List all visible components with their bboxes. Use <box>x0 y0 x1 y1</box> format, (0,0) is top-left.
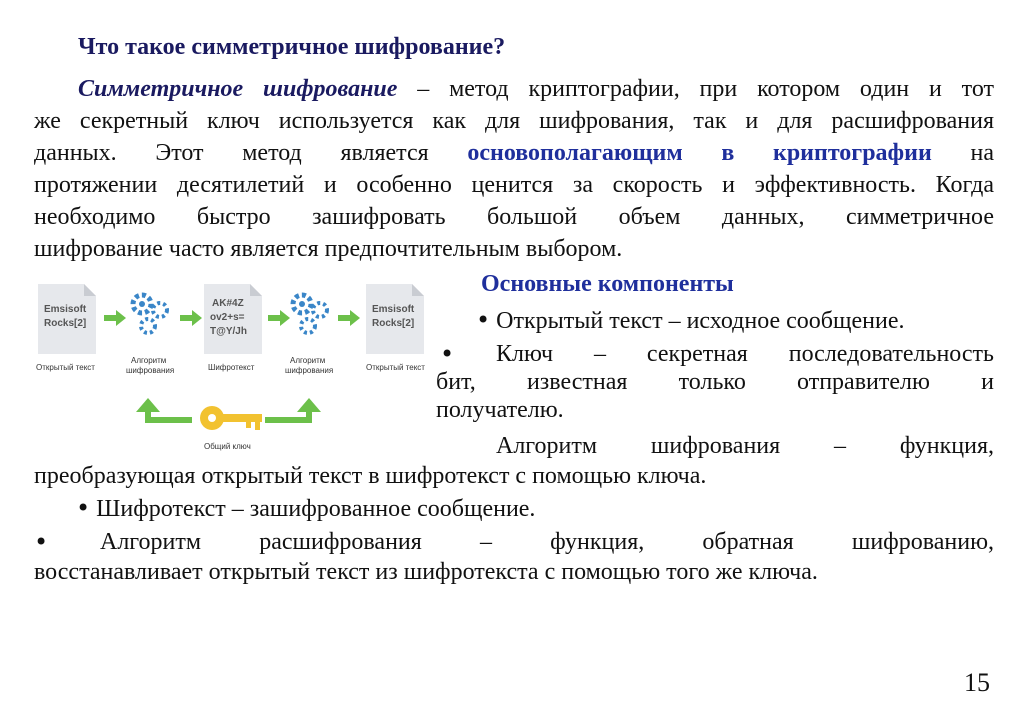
ciphertext-document-icon <box>204 284 262 354</box>
item4-text: Шифротекст – зашифрованное сообщение. <box>96 496 536 522</box>
bullet-icon: • <box>76 494 91 522</box>
item2-line-3: получателю. <box>436 397 564 423</box>
intro-line-5: необходимо быстро зашифровать большой объем данных, симметричное <box>34 204 994 230</box>
components-title: Основные компоненты <box>481 271 734 297</box>
item2-line-2: бит, известная только отправителю и <box>436 369 994 395</box>
label-key: Общий ключ <box>204 442 251 451</box>
cipher-text-1: AK#4Z <box>212 298 244 309</box>
label-alg1-2: шифрования <box>126 366 175 375</box>
bullet-icon: • <box>476 306 491 334</box>
gears-icon <box>293 295 327 333</box>
label-alg1-1: Алгоритм <box>131 356 167 365</box>
bullet-icon: • <box>440 340 455 368</box>
encryption-diagram <box>32 278 428 456</box>
doc2-text-1: Emsisoft <box>372 304 415 315</box>
doc1-text-1: Emsisoft <box>44 304 87 315</box>
page-number: 15 <box>964 668 990 697</box>
item3-line-1: Алгоритм шифрования – функция, <box>496 433 994 459</box>
intro-line-3-post: на <box>970 140 995 166</box>
doc2-text-2: Rocks[2] <box>372 318 415 329</box>
list-item <box>34 526 48 559</box>
arrow-right-icon <box>180 310 202 326</box>
doc1-text-2: Rocks[2] <box>44 318 87 329</box>
intro-line-4: протяжении десятилетий и особенно ценится за скорость и эффективность. Когда <box>34 172 994 198</box>
label-plaintext: Открытый текст <box>36 363 95 372</box>
intro-line-6: шифрование часто является предпочтительным выбором. <box>34 236 623 262</box>
arrow-right-icon <box>268 310 290 326</box>
label-plaintext-2: Открытый текст <box>366 363 425 372</box>
bullet-icon: • <box>34 528 49 556</box>
label-ciphertext: Шифротекст <box>208 363 255 372</box>
intro-line-3-pre: данных. Этот метод является <box>34 140 429 166</box>
label-alg2-1: Алгоритм <box>290 356 326 365</box>
page-title: Что такое симметричное шифрование? <box>78 34 506 60</box>
item5-line-2: восстанавливает открытый текст из шифротекста с помощью того же ключа. <box>34 559 818 585</box>
plaintext-document-icon <box>38 284 96 354</box>
arrow-up-left-icon <box>136 398 192 423</box>
intro-highlight: основополагающим в криптографии <box>467 140 932 166</box>
list-item <box>476 304 904 337</box>
intro-line-1-text: – метод криптографии, при котором один и тот <box>417 76 994 102</box>
cipher-text-3: T@Y/Jh <box>210 326 247 337</box>
item1-text: Открытый текст – исходное сообщение. <box>496 308 905 334</box>
item5-line-1: Алгоритм расшифрования – функция, обратная шифрованию, <box>100 529 994 555</box>
plaintext-document-icon <box>366 284 424 354</box>
item3-line-2: преобразующая открытый текст в шифротекст с помощью ключа. <box>34 463 707 489</box>
intro-line-2: же секретный ключ используется как для шифрования, так и для расшифрования <box>34 108 994 134</box>
list-item <box>76 492 535 525</box>
label-alg2-2: шифрования <box>285 366 334 375</box>
intro-line-1 <box>78 73 994 105</box>
arrow-right-icon <box>104 310 126 326</box>
cipher-text-2: ov2+s= <box>210 312 245 323</box>
key-icon <box>200 406 262 430</box>
item2-line-1: Ключ – секретная последовательность <box>496 341 994 367</box>
intro-line-3 <box>34 137 994 169</box>
intro-lead-term: Симметричное шифрование <box>78 76 398 102</box>
arrow-up-right-icon <box>265 398 321 423</box>
gears-icon <box>133 295 167 333</box>
arrow-right-icon <box>338 310 360 326</box>
